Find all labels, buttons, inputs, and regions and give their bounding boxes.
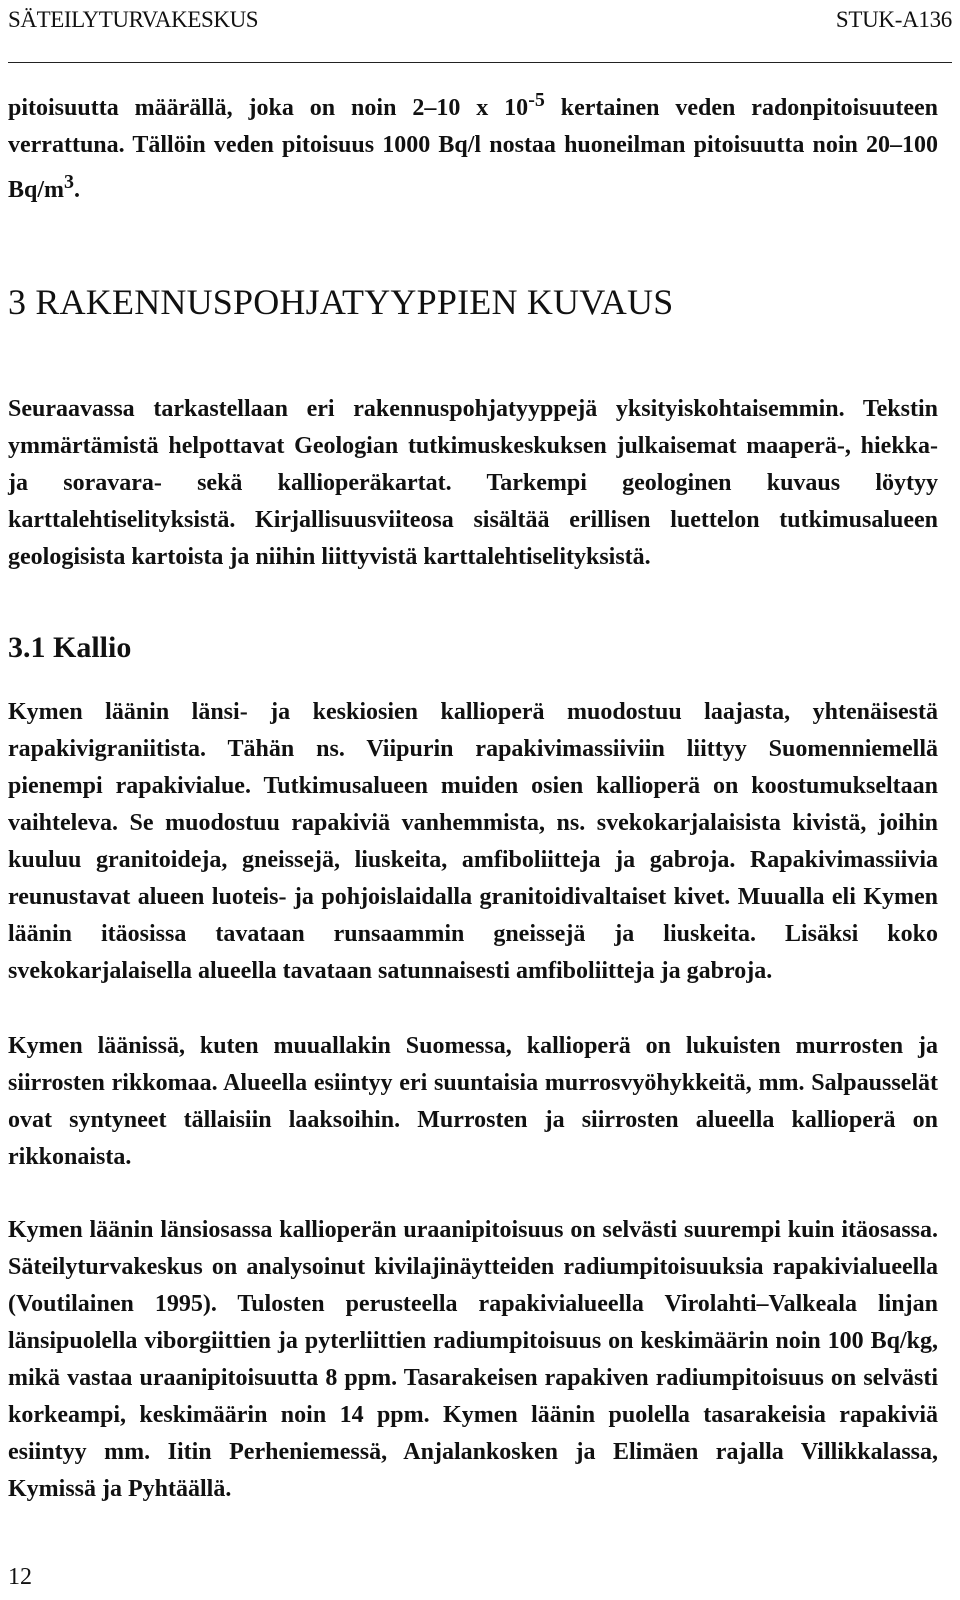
running-header [8, 2, 952, 38]
exponent-superscript: -5 [528, 89, 545, 111]
uranium-paragraph: Kymen läänin länsiosassa kallioperän uraanipitoisuus on selvästi suurempi kuin itäosassa. Säteilyturvakeskus on analysoinut kivilajinäytteiden radiumpitoisuuksia rapakivialueella (Voutilainen 1995). Tulosten perusteella rapakivialueella Virolahti–Valkeala linjan länsipuolella viborgiittien ja pyterliittien radiumpitoisuus on keskimäärin noin 100 Bq/kg, mikä vastaa uraanipitoisuutta 8 ppm. Tasarakeisen rapakiven radiumpitoisuus on selvästi korkeampi, keskimäärin noin 14 ppm. Kymen läänin puolella tasarakeisia rapakiviä esiintyy mm. Iitin Perheniemessä, Anjalankosken ja Elimäen rajalla Villikkalassa, Kymissä ja Pyhtäällä. [8, 1217, 938, 1502]
intro-text-middle: kertainen veden radonpitoisuuteen verrattuna. Tällöin veden pitoisuus 1000 Bq/l nostaa huoneilman pitoisuutta noin 20–100 Bq/m [8, 95, 938, 203]
subsection-heading: 3.1 Kallio [8, 631, 132, 664]
intro-text-start: pitoisuutta määrällä, joka on noin 2–10 x 10 [8, 95, 529, 121]
cubic-superscript: 3 [64, 171, 75, 193]
header-divider [8, 62, 952, 63]
section-intro-paragraph: Seuraavassa tarkastellaan eri rakennuspohjatyyppejä yksityiskohtaisemmin. Tekstin ymmärtämistä helpottavat Geologian tutkimuskeskuksen julkaisemat maaperä-, hiekka- ja soravara- sekä kallioperäkartat. Tarkempi geologinen kuvaus löytyy karttalehtiselityksistä. Kirjallisuusviiteosa sisältää erillisen luettelon tutkimusalueen geologisista kartoista ja niihin liittyvistä karttalehtiselityksistä. [8, 396, 938, 570]
header-organization: SÄTEILYTURVAKESKUS [8, 7, 259, 32]
section-heading: 3 RAKENNUSPOHJATYYPPIEN KUVAUS [8, 282, 674, 322]
page-number: 12 [8, 1564, 32, 1590]
intro-paragraph [8, 82, 938, 209]
fracture-paragraph: Kymen läänissä, kuten muuallakin Suomessa, kallioperä on lukuisten murrosten ja siirrosten rikkomaa. Alueella esiintyy eri suuntaisia murrosvyöhykkeitä, mm. Salpausselät ovat syntyneet tällaisiin laaksoihin. Murrosten ja siirrosten alueella kallioperä on rikkonaista. [8, 1033, 938, 1170]
header-report-id: STUK-A136 [835, 7, 952, 32]
bedrock-paragraph: Kymen läänin länsi- ja keskiosien kallioperä muodostuu laajasta, yhtenäisestä rapakivigraniitista. Tähän ns. Viipurin rapakivimassiiviin liittyy Suomenniemellä pienempi rapakivialue. Tutkimusalueen muiden osien kallioperä on koostumukseltaan vaihteleva. Se muodostuu rapakiviä vanhemmista, ns. svekokarjalaisista kivistä, joihin kuuluu granitoideja, gneissejä, liuskeita, amfiboliitteja ja gabroja. Rapakivimassiivia reunustavat alueen luoteis- ja pohjoislaidalla granitoidivaltaiset kivet. Muualla eli Kymen läänin itäosissa tavataan runsaammin gneissejä ja liuskeita. Lisäksi koko svekokarjalaisella alueella tavataan satunnaisesti amfiboliitteja ja gabroja. [8, 699, 938, 984]
intro-text-end: . [74, 177, 81, 203]
